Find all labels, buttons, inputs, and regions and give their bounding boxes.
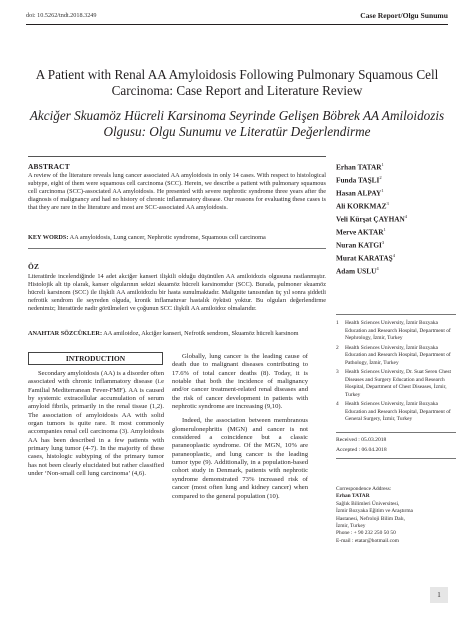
affiliation: 1 Health Sciences University, İzmir Bozyaka Education and Research Hospital, Department of Nephrology, İzmir, Turkey — [336, 320, 451, 341]
dates — [336, 436, 387, 455]
page-number: 1 — [430, 587, 448, 603]
affiliation: 3 Health Sciences University, Dr. Suat Seren Chest Diseases and Surgery Education and Research Hospital, Department of Chest Diseases, İzmir, Turkey — [336, 369, 451, 398]
abstract-heading: ABSTRACT — [28, 162, 70, 171]
introduction-column-1 — [28, 370, 164, 478]
doi: doi: 10.5262/tndt.2018.3249 — [26, 12, 97, 19]
dates-top-rule — [336, 432, 456, 433]
author: Hasan ALPAY$^1$ — [336, 188, 384, 198]
oz-heading: ÖZ — [28, 262, 40, 271]
received-date: Received : 05.03.2018 — [336, 437, 387, 443]
author: Funda TAŞLI$^2$ — [336, 175, 382, 185]
author: Merve AKTAR$^1$ — [336, 227, 386, 237]
affiliation-rule — [336, 314, 456, 315]
correspondence-name: Erhan TATAR — [336, 493, 370, 500]
introduction-paragraph: Secondary amyloidosis (AA) is a disorder often associated with chronic inflammatory disease (i.e Familial Mediterranean Fever-FMF). AA is caused by systemic extracellular accumulation of serum amyloid fibrils, primarily in the renal tissue (1,2). The association of amyloidosis AA with solid organ tumors is quite rare. It most commonly accompanies renal cell carcinoma (3). Amyloidosis AA has been described in a few patients with primary lung tumor (4-7). In the majority of these cases, histologic subtyping of the primary tumor has not been clearly elucidated but rather classified under ‘Non-small cell lung carcinoma’ (4,6). — [28, 370, 164, 478]
anahtar-text: AA amiloidoz, Akciğer kanseri, Nefrotik sendrom, Skuamöz hücreli karsinom — [102, 330, 299, 337]
header-rule — [26, 24, 448, 25]
author: Murat KARATAŞ$^4$ — [336, 253, 395, 263]
abstract-top-rule — [28, 156, 326, 157]
introduction-heading: INTRODUCTION — [28, 352, 163, 365]
correspondence-heading: Correspondence Address: — [336, 486, 392, 492]
author: Nuran KATGI$^3$ — [336, 240, 385, 250]
keywords-text: AA amyloidosis, Lung cancer, Nephrotic syndrome, Squamous cell carcinoma — [68, 234, 266, 241]
correspondence-line: Hastanesi, Nefroloji Bilim Dalı, — [336, 515, 406, 522]
oz-keywords — [28, 330, 326, 338]
correspondence — [336, 486, 413, 545]
author: Ali KORKMAZ$^3$ — [336, 201, 389, 211]
correspondence-email: E-mail : etatar@hotmail.com — [336, 537, 399, 544]
introduction-paragraph: Globally, lung cancer is the leading cause of death due to malignant diseases contributing to 17.6% of total cancer deaths (8). Today, it is notable that both the incidence of malignancy and/or cancer treatment-related renal diseases and the risk of cancer development in patients with nephrotic syndrome are increasing (9,10). — [172, 353, 308, 411]
affiliation-list — [336, 320, 456, 426]
correspondence-line: İzmir, Turkey — [336, 523, 366, 530]
dates-bottom-rule — [336, 458, 456, 459]
keywords-label: KEY WORDS: — [28, 234, 69, 241]
oz-text: Literatürde incelendiğinde 14 adet akciğer kanseri ilişkili olduğu düşünülen AA amiloidozis olgusuna rastlanmıştır. Histolojik alt tip olarak, kanser olgularının sekizi skuamöz hücreli karsinomdur (SCC). Burada, pulmoner skuamöz hücreli karsinom (SCC) ile ilişkili AA amiloidozlu bir hasta sunulmaktadır. Malignite tanısından üç yıl sonra şiddetli nefrotik sendrom ile seyreden olguda, kronik inflamatuvar hastalık öyküsü yoktur. Bu olguları değerlendirme nedenimiz; literatürde nadir görülmeleri ve çoğunun SCC ilişkili AA amiloidoz olmalarıdır. — [28, 273, 326, 313]
correspondence-phone: Phone : + 90 232 250 50 50 — [336, 530, 396, 537]
author: Erhan TATAR$^1$ — [336, 162, 384, 172]
correspondence-line: İzmir Bozyaka Eğitim ve Araştırma — [336, 508, 413, 515]
title-english: A Patient with Renal AA Amyloidosis Following Pulmonary Squamous Cell Carcinoma: Case Report and Literature Review — [35, 67, 439, 98]
introduction-column-2 — [172, 353, 308, 501]
introduction-paragraph: Indeed, the association between membranous glomerulonephritis (MGN) and cancer is not considered a coincidence but a classic paraneoplastic syndrome. Of the MGN, 10% are paraneoplastic, and lung cancer is the leading tumor type (9). Additionally, in a population-based cohort study in Denmark, patients with nephrotic syndrome demonstrated 73% increased risk of cancer (most often lung and kidney cancer) when compared to the general population (10). — [172, 417, 308, 500]
affiliation: 2 Health Sciences University, İzmir Bozyaka Education and Research Hospital, Department of Pathology, İzmir, Turkey — [336, 344, 451, 366]
abstract-divider — [28, 248, 326, 249]
title-turkish: Akciğer Skuamöz Hücreli Karsinoma Seyrinde Gelişen Böbrek AA Amiloidozis Olgusu: Olgu Sunumu ve Literatür Değerlendirme — [29, 108, 445, 139]
abstract-text: A review of the literature reveals lung cancer associated AA amyloidosis in only 14 cases. With respect to histological subtype, eight of them were squamous cell carcinoma (SCC). Herein, we describe a patient with pulmonary squamous cell carcinoma (SCC)-associated AA amyloidosis. He presented with severe nephrotic syndrome three years after the diagnosis of malignancy and had no history of chronic inflammatory disease. Our reasons for evaluating these cases is that they are rare in the literature and most are SCC-associated AA amyloidosis. — [28, 172, 326, 212]
author-list — [336, 160, 407, 277]
author: Adam USLU$^4$ — [336, 266, 379, 276]
author: Veli Kürşat ÇAYHAN$^4$ — [336, 214, 408, 224]
correspondence-line: Sağlık Bilimleri Üniversitesi, — [336, 500, 400, 507]
accepted-date: Accepted : 06.04.2018 — [336, 446, 387, 453]
running-title: Case Report/Olgu Sunumu — [360, 11, 448, 20]
abstract-keywords — [28, 234, 326, 242]
affiliation: 4 Health Sciences University, İzmir Bozyaka Education and Research Hospital, Department of General Surgery, İzmir, Turkey — [336, 401, 451, 422]
anahtar-label: ANAHTAR SÖZCÜKLER: — [28, 330, 103, 337]
